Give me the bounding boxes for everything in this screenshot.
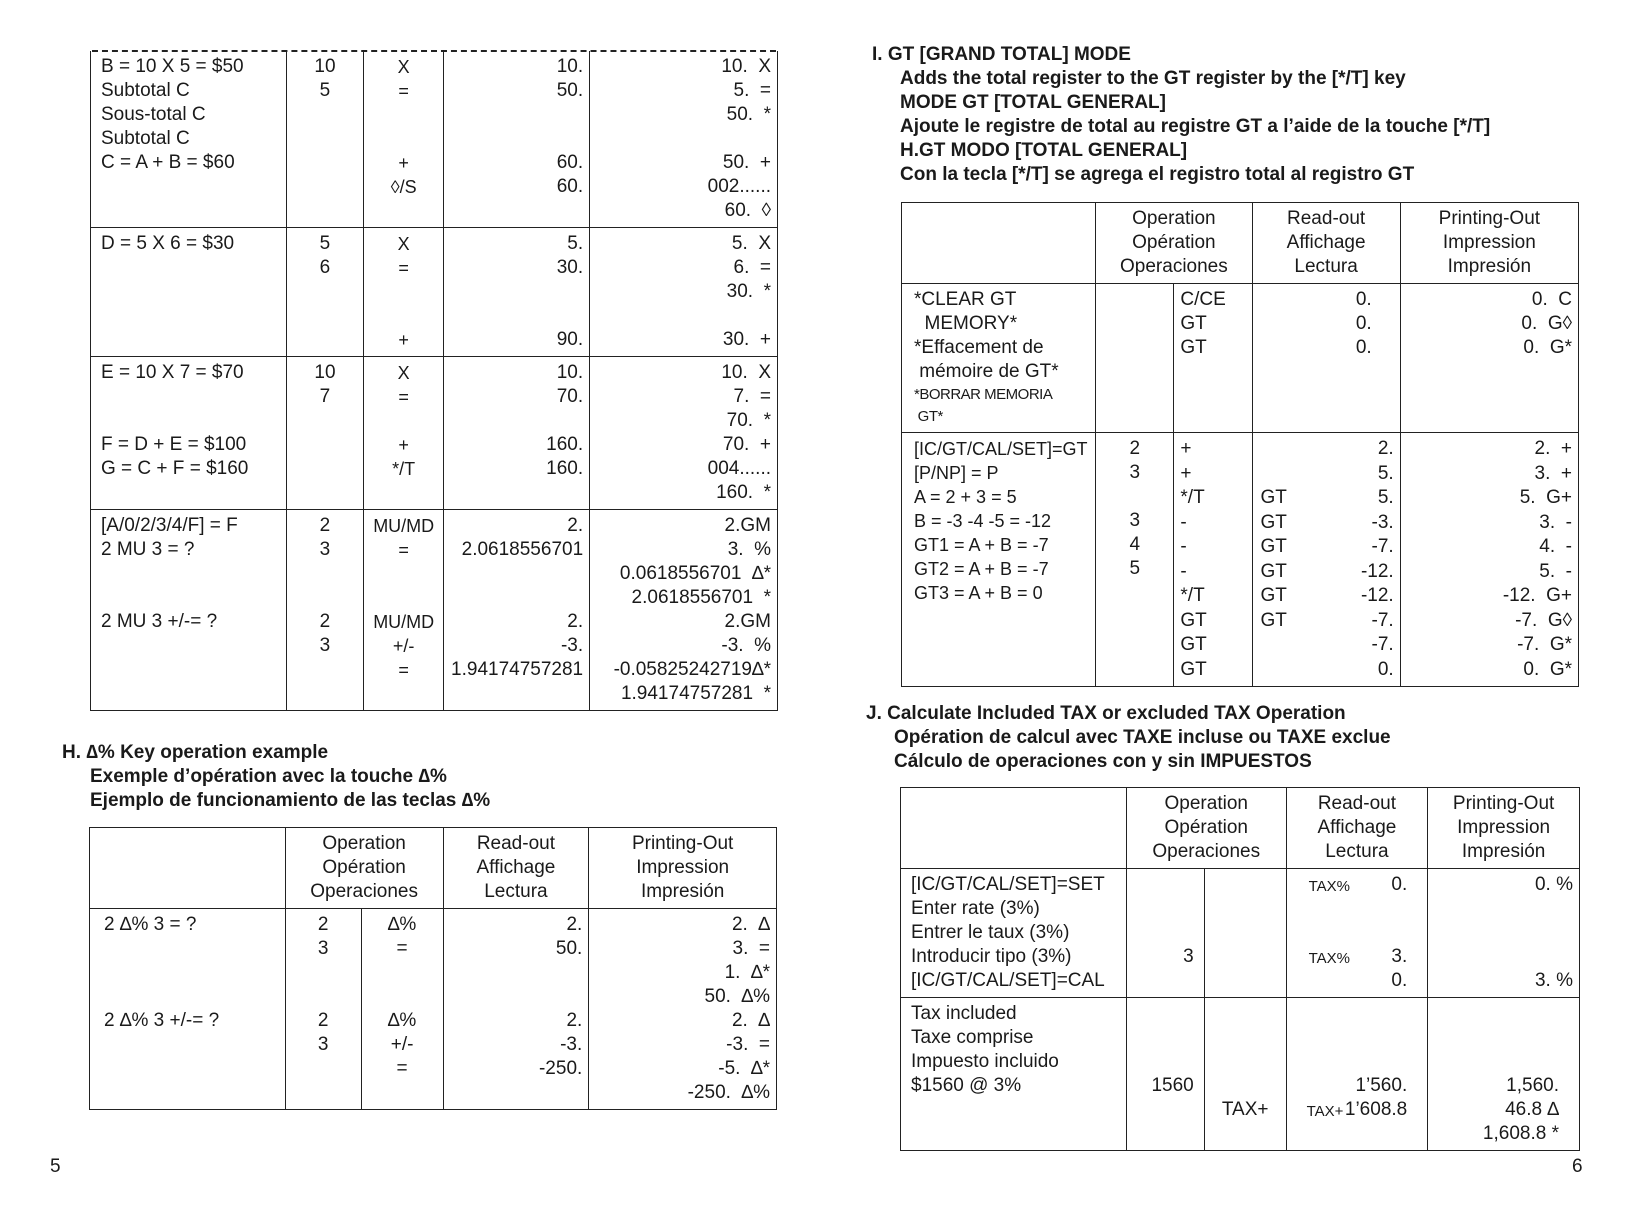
section-i-line2: Adds the total register to the GT register by the [*/T] key <box>900 68 1406 89</box>
j-r2-print: 1,560. 46.8 ∆ 1,608.8 * <box>1428 998 1580 1151</box>
j-r2-op: TAX+ <box>1204 998 1286 1151</box>
left-desc-cell: [A/0/2/3/4/F] = F 2 MU 3 = ? 2 MU 3 +/-= ? <box>91 510 287 711</box>
i-r1-op: C/CE GT GT <box>1174 284 1252 433</box>
left-num-cell: 5 6 <box>286 228 364 357</box>
left-read-cell: 5. 30. 90. <box>444 228 590 357</box>
j-r1-read-cell <box>1286 869 1428 998</box>
j-r2-desc: Tax included Taxe comprise Impuesto incluido $1560 @ 3% <box>901 998 1127 1151</box>
i-r1-desc-cell <box>902 284 1096 433</box>
h-num: 2 3 2 3 <box>285 909 361 1110</box>
section-i-heading <box>872 43 1490 187</box>
left-print-cell: 2.GM 3. % 0.0618556701 ∆* 2.0618556701 * 2.GM -3. % -0.05825242719∆* 1.94174757281 * <box>590 510 778 711</box>
i-header-operation: Operation Opération Operaciones <box>1096 203 1252 284</box>
left-desc-cell: B = 10 X 5 = $50 Subtotal C Sous-total C Subtotal C C = A + B = $60 <box>91 51 287 228</box>
h-desc: 2 ∆% 3 = ? 2 ∆% 3 +/-= ? <box>90 909 286 1110</box>
left-print-cell: 10. X 7. = 70. * 70. + 004...... 160. * <box>590 357 778 510</box>
page-number-left: 5 <box>50 1156 61 1177</box>
i-header-blank <box>902 203 1096 284</box>
i-r2-num: 2 3 3 4 5 <box>1096 433 1174 687</box>
j-header-operation: Operation Opération Operaciones <box>1126 788 1286 869</box>
h-table <box>89 827 777 1110</box>
i-r2-print: 2. + 3. + 5. G+ 3. - 4. - 5. - -12. G+ -7. G◊ -7. G* 0. G* <box>1400 433 1578 687</box>
j-header-readout: Read-out Affichage Lectura <box>1286 788 1428 869</box>
left-num-cell: 10 7 <box>286 357 364 510</box>
left-read-cell: 2. 2.0618556701 2. -3. 1.94174757281 <box>444 510 590 711</box>
left-table-row <box>91 228 778 357</box>
i-r2-read: 2. 5. 5. -3. -7. -12. -12. -7. -7. 0. <box>1360 438 1394 680</box>
h-header-readout: Read-out Affichage Lectura <box>443 828 589 909</box>
left-calc-table <box>90 51 778 711</box>
j-r1-tax-labels: TAX% TAX% <box>1308 878 1350 967</box>
h-header-blank <box>90 828 286 909</box>
section-h-title: H. ∆% Key operation example <box>62 742 329 763</box>
section-h-spanish: Ejemplo de funcionamiento de las teclas ∆% <box>90 790 491 811</box>
i-table <box>901 202 1579 687</box>
j-r2-tax-labels: TAX+ <box>1306 1103 1344 1120</box>
j-header-printing: Printing-Out Impression Impresión <box>1428 788 1580 869</box>
section-j-heading <box>866 702 1391 774</box>
section-j-line3: Cálculo de operaciones con y sin IMPUESTOS <box>894 751 1312 772</box>
left-desc-cell: D = 5 X 6 = $30 <box>91 228 287 357</box>
h-header-operation: Operation Opération Operaciones <box>285 828 443 909</box>
j-r2-read: 1’560. 1’608.8 <box>1344 1075 1408 1120</box>
j-r1-num: 3 <box>1126 869 1204 998</box>
j-r2-num: 1560 <box>1126 998 1204 1151</box>
section-i-line4: Ajoute le registre de total au registre GT a l’aide de la touche [*/T] <box>900 116 1491 137</box>
i-r2-op: + + */T - - - */T GT GT GT <box>1174 433 1252 687</box>
h-op: ∆% = ∆% +/- = <box>361 909 443 1110</box>
j-header-blank <box>901 788 1127 869</box>
left-num-cell: 2 3 2 3 <box>286 510 364 711</box>
page-number-right: 6 <box>1572 1156 1583 1177</box>
left-print-cell: 5. X 6. = 30. * 30. + <box>590 228 778 357</box>
left-read-cell: 10. 50. 60. 60. <box>444 51 590 228</box>
left-table-row <box>91 510 778 711</box>
left-op-cell: MU/MD = MU/MD +/- = <box>364 510 444 711</box>
section-i-line3: MODE GT [TOTAL GENERAL] <box>900 92 1166 113</box>
section-j-title: J. Calculate Included TAX or excluded TAX Operation <box>866 703 1346 724</box>
h-header-printing: Printing-Out Impression Impresión <box>589 828 777 909</box>
left-table-row <box>91 357 778 510</box>
i-header-printing: Printing-Out Impression Impresión <box>1400 203 1578 284</box>
left-num-cell: 10 5 <box>286 51 364 228</box>
j-r1-op <box>1204 869 1286 998</box>
i-r1-num <box>1096 284 1174 433</box>
left-op-cell: X = + ◊/S <box>364 51 444 228</box>
h-read: 2. 50. 2. -3. -250. <box>443 909 589 1110</box>
i-r1-print: 0. C 0. G◊ 0. G* <box>1400 284 1578 433</box>
section-i-line6: Con la tecla [*/T] se agrega el registro total al registro GT <box>900 164 1415 185</box>
i-r2-desc: [IC/GT/CAL/SET]=GT [P/NP] = P A = 2 + 3 = 5 B = -3 -4 -5 = -12 GT1 = A + B = -7 GT2 = A + B = -7 GT3 = A + B = 0 <box>902 433 1096 687</box>
section-i-title: I. GT [GRAND TOTAL] MODE <box>872 44 1131 65</box>
j-r2-read-cell <box>1286 998 1428 1151</box>
section-i-line5: H.GT MODO [TOTAL GENERAL] <box>900 140 1188 161</box>
j-r1-read: 0. 3. 0. <box>1391 874 1408 991</box>
i-header-readout: Read-out Affichage Lectura <box>1252 203 1400 284</box>
left-op-cell: X = + <box>364 228 444 357</box>
j-r1-desc: [IC/GT/CAL/SET]=SET Enter rate (3%) Entrer le taux (3%) Introducir tipo (3%) [IC/GT/CAL/SET]=CAL <box>901 869 1127 998</box>
i-r1-read: 0. 0. 0. <box>1252 284 1400 433</box>
j-table <box>900 787 1580 1151</box>
section-h-heading <box>62 741 490 813</box>
section-h-french: Exemple d’opération avec la touche ∆% <box>90 766 447 787</box>
left-op-cell: X = + */T <box>364 357 444 510</box>
left-desc-cell: E = 10 X 7 = $70 F = D + E = $100 G = C + F = $160 <box>91 357 287 510</box>
i-r1-desc: *CLEAR GT MEMORY* *Effacement de mémoire de GT* <box>914 289 1059 382</box>
left-table-row <box>91 51 778 228</box>
section-j-line2: Opération de calcul avec TAXE incluse ou TAXE exclue <box>894 727 1391 748</box>
left-print-cell: 10. X 5. = 50. * 50. + 002...... 60. ◊ <box>590 51 778 228</box>
left-read-cell: 10. 70. 160. 160. <box>444 357 590 510</box>
j-r1-print: 0. % 3. % <box>1428 869 1580 998</box>
h-print: 2. ∆ 3. = 1. ∆* 50. ∆% 2. ∆ -3. = -5. ∆* -250. ∆% <box>589 909 777 1110</box>
i-r1-desc-small: *BORRAR MEMORIA GT* <box>914 386 1053 425</box>
i-r2-read-cell <box>1252 433 1400 687</box>
i-r2-gt-labels: GT GT GT GT GT GT <box>1260 487 1287 631</box>
